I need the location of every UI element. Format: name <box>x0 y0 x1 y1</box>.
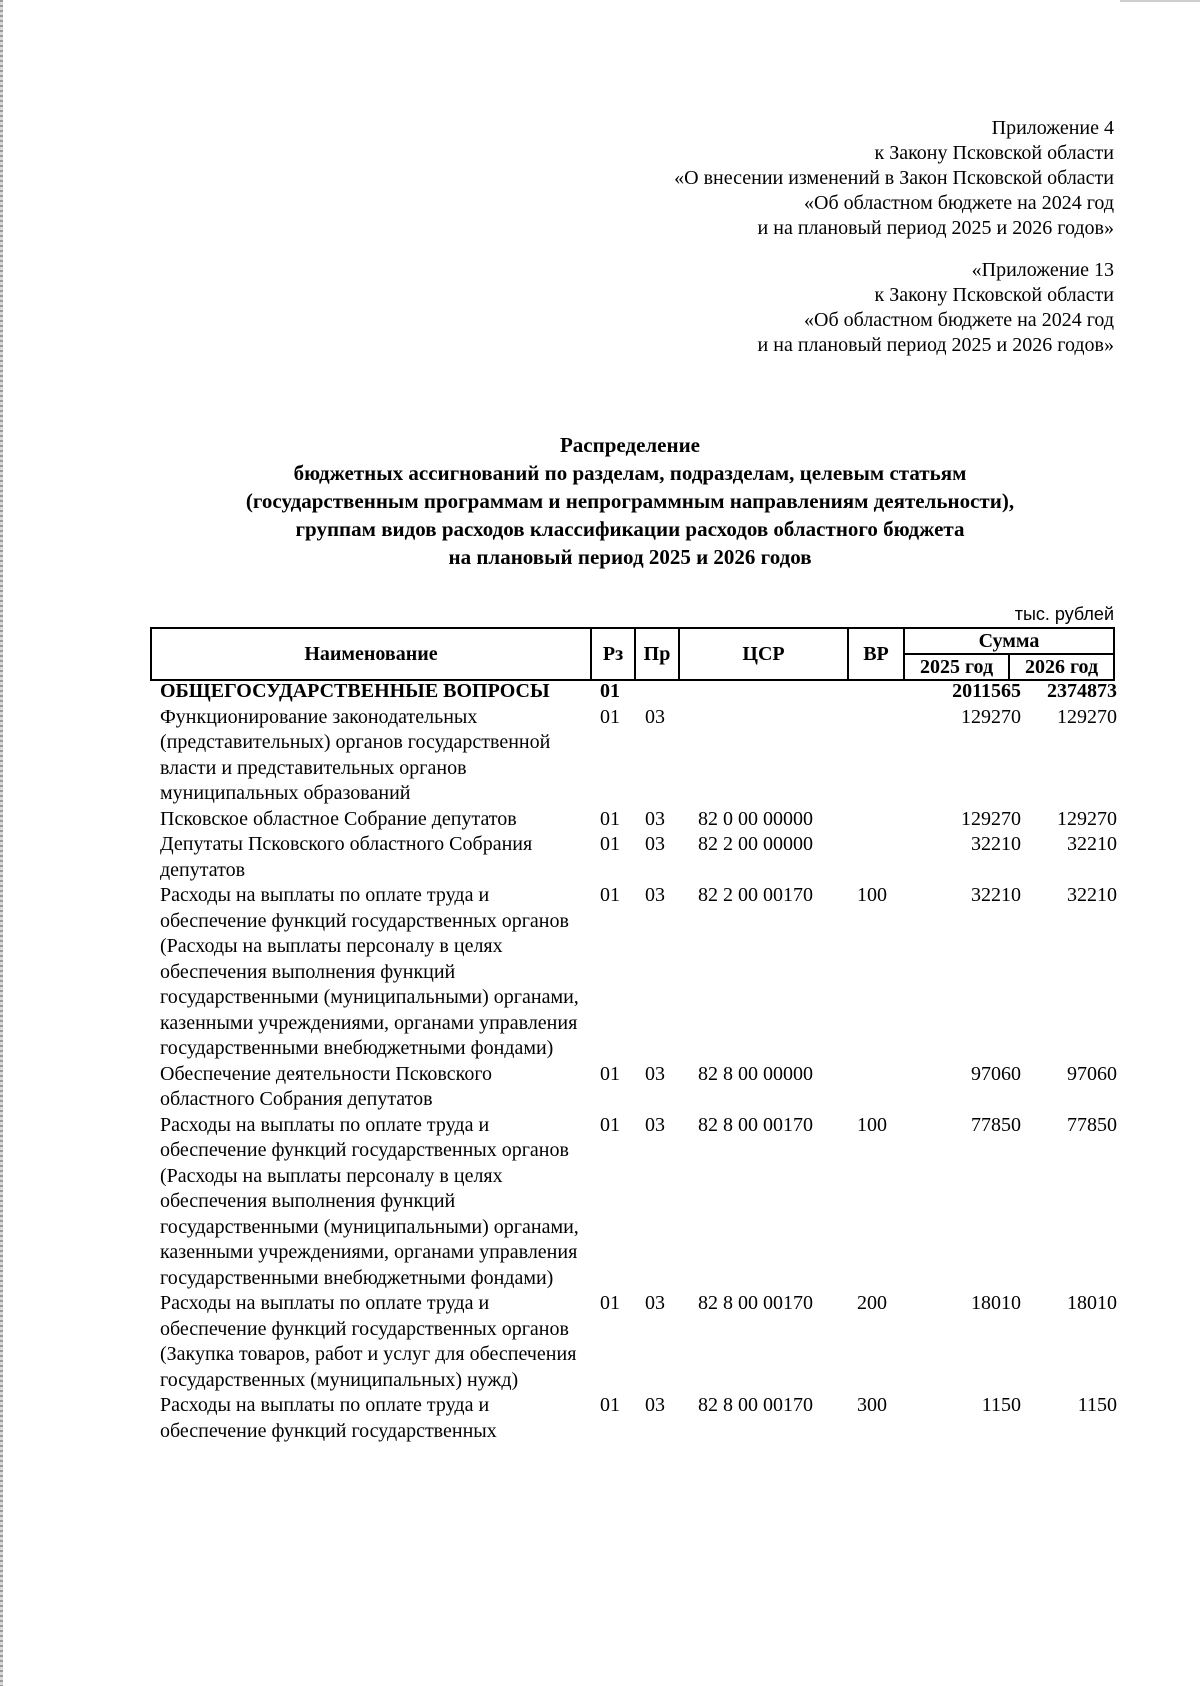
title-line: на плановый период 2025 и 2026 годов <box>448 545 812 569</box>
col-vr-header: ВР <box>848 628 904 680</box>
scan-edge-left <box>0 0 3 1686</box>
row-sum-2025: 129270 <box>961 705 1021 728</box>
table-body <box>160 679 1123 1444</box>
col-sum-header: Сумма <box>904 628 1114 654</box>
row-sum-2025: 32210 <box>971 833 1021 855</box>
row-name: Обеспечение деятельности Псковского областного Собрания депутатов <box>160 1062 493 1110</box>
row-sum-2025: 32210 <box>971 884 1021 906</box>
row-pr: 03 <box>645 705 665 728</box>
row-sum-2026: 18010 <box>1067 1292 1117 1314</box>
row-csr: 82 0 00 00000 <box>698 807 813 830</box>
row-sum-2026: 1150 <box>1077 1394 1117 1416</box>
table-row <box>160 1291 1123 1393</box>
appendix-line: и на плановый период 2025 и 2026 годов» <box>757 217 1114 239</box>
row-sum-2026: 32210 <box>1067 884 1117 906</box>
appendix-line: к Закону Псковской области <box>874 284 1114 306</box>
row-rz: 01 <box>600 1062 620 1085</box>
table-row <box>160 679 1123 705</box>
row-csr: 82 8 00 00170 <box>698 1113 813 1136</box>
row-pr: 03 <box>645 833 665 855</box>
header-gap <box>414 241 1114 258</box>
units-label: тыс. рублей <box>1014 604 1114 624</box>
row-pr: 03 <box>645 1292 665 1314</box>
table-row <box>160 1393 1123 1444</box>
row-csr: 82 2 00 00000 <box>698 833 813 855</box>
row-sum-2026: 77850 <box>1067 1113 1117 1136</box>
row-sum-2026: 32210 <box>1067 833 1117 855</box>
row-sum-2026: 97060 <box>1067 1062 1117 1085</box>
row-sum-2026: 129270 <box>1057 705 1117 728</box>
row-vr: 300 <box>857 1394 887 1416</box>
appendix-line: Приложение 4 <box>991 117 1114 139</box>
row-name: Расходы на выплаты по оплате труда и обеспечение функций государственных <box>160 1394 497 1442</box>
row-sum-2026: 2374873 <box>1047 680 1117 702</box>
table-row <box>160 832 1123 883</box>
row-name: Депутаты Псковского областного Собрания депутатов <box>160 833 533 881</box>
row-pr: 03 <box>645 807 665 830</box>
scan-edge-top <box>1120 0 1200 2</box>
row-rz: 01 <box>600 705 620 728</box>
row-name: Расходы на выплаты по оплате труда и обеспечение функций государственных органов (Расходы на выплаты персоналу в целях обеспечения выполнения функций государственными (муниципальными) органами, казенными учреждениями, органами управления государственными внебюджетными фондами) <box>160 884 579 1059</box>
row-csr: 82 8 00 00000 <box>698 1062 813 1085</box>
row-rz: 01 <box>600 1113 620 1136</box>
col-rz-header: Рз <box>591 628 635 680</box>
row-name: Расходы на выплаты по оплате труда и обеспечение функций государственных органов (Закупка товаров, работ и услуг для обеспечения государственных (муниципальных) нужд) <box>160 1292 577 1391</box>
appendix-header <box>414 116 1114 358</box>
row-rz: 01 <box>600 680 620 702</box>
col-name-header: Наименование <box>151 628 591 680</box>
row-vr: 200 <box>857 1292 887 1314</box>
appendix-line: к Закону Псковской области <box>874 142 1114 164</box>
row-sum-2025: 1150 <box>981 1394 1021 1416</box>
row-csr: 82 8 00 00170 <box>698 1394 813 1416</box>
row-pr: 03 <box>645 884 665 906</box>
table-row <box>160 1113 1123 1292</box>
row-sum-2025: 77850 <box>971 1113 1021 1136</box>
document-title <box>100 431 1160 571</box>
table-row <box>160 883 1123 1062</box>
title-line: (государственным программам и непрограммным направлениям деятельности), <box>245 489 1015 513</box>
table-row <box>160 705 1123 807</box>
row-rz: 01 <box>600 1394 620 1416</box>
col-pr-header: Пр <box>635 628 679 680</box>
col-2025-header: 2025 год <box>904 654 1009 680</box>
row-rz: 01 <box>600 833 620 855</box>
row-csr: 82 8 00 00170 <box>698 1292 813 1314</box>
row-name: ОБЩЕГОСУДАРСТВЕННЫЕ ВОПРОСЫ <box>160 680 550 702</box>
row-sum-2025: 129270 <box>961 807 1021 830</box>
row-rz: 01 <box>600 884 620 906</box>
row-rz: 01 <box>600 807 620 830</box>
row-sum-2025: 18010 <box>971 1292 1021 1314</box>
appendix-line: «Об областном бюджете на 2024 год <box>804 309 1114 331</box>
table-row <box>160 1062 1123 1113</box>
row-name: Функционирование законодательных (представительных) органов государственной власти и представительных органов муниципальных образований <box>160 705 551 804</box>
title-line: группам видов расходов классификации расходов областного бюджета <box>295 517 965 541</box>
appendix-line: «О внесении изменений в Закон Псковской области <box>674 167 1114 189</box>
row-sum-2026: 129270 <box>1057 807 1117 830</box>
row-pr: 03 <box>645 1062 665 1085</box>
row-sum-2025: 97060 <box>971 1062 1021 1085</box>
title-line: бюджетных ассигнований по разделам, подразделам, целевым статьям <box>293 461 967 485</box>
row-csr: 82 2 00 00170 <box>698 884 813 906</box>
row-sum-2025: 2011565 <box>952 680 1021 702</box>
row-name: Расходы на выплаты по оплате труда и обеспечение функций государственных органов (Расходы на выплаты персоналу в целях обеспечения выполнения функций государственными (муниципальными) органами, казенными учреждениями, органами управления государственными внебюджетными фондами) <box>160 1113 579 1289</box>
row-pr: 03 <box>645 1113 665 1136</box>
table-header <box>150 627 1115 681</box>
col-2026-header: 2026 год <box>1009 654 1114 680</box>
appendix-line: «Приложение 13 <box>971 259 1114 281</box>
row-rz: 01 <box>600 1292 620 1314</box>
row-vr: 100 <box>857 884 887 906</box>
table-row <box>160 807 1123 833</box>
title-line: Распределение <box>559 433 701 457</box>
row-vr: 100 <box>857 1113 887 1136</box>
row-pr: 03 <box>645 1394 665 1416</box>
col-csr-header: ЦСР <box>679 628 848 680</box>
appendix-line: «Об областном бюджете на 2024 год <box>804 192 1114 214</box>
appendix-line: и на плановый период 2025 и 2026 годов» <box>757 334 1114 356</box>
row-name: Псковское областное Собрание депутатов <box>160 807 517 830</box>
